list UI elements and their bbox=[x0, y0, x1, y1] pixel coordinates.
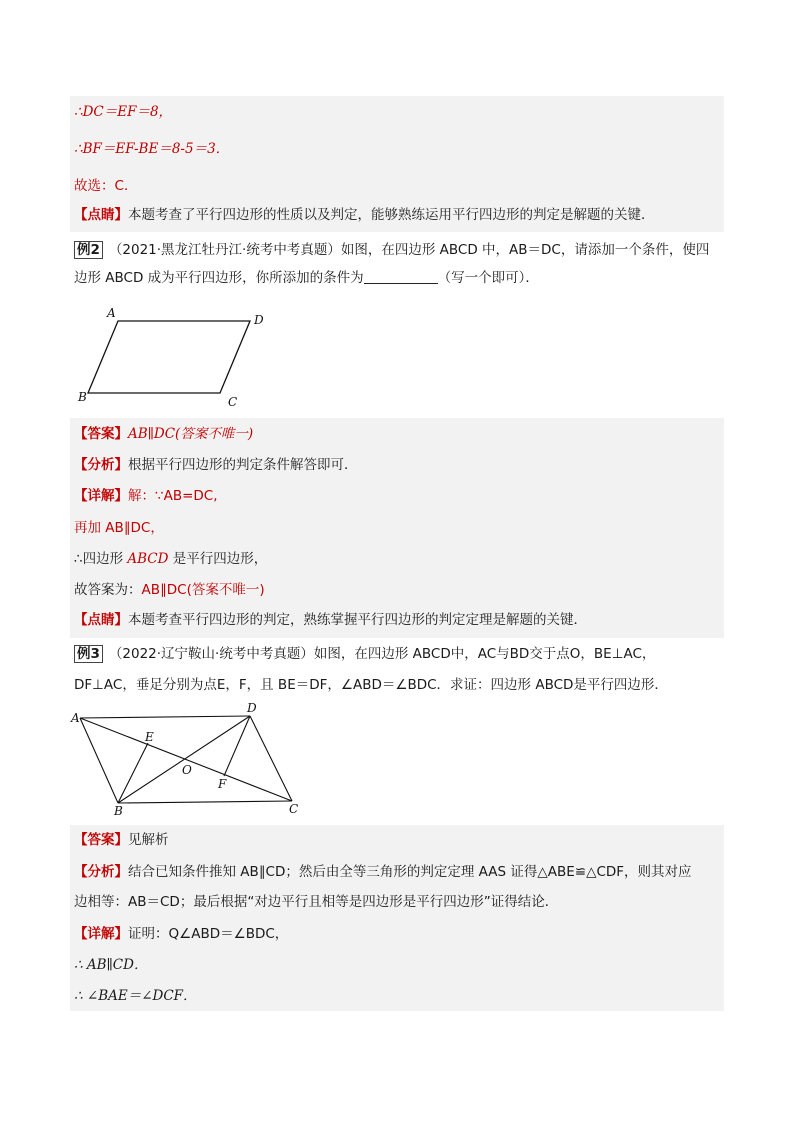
example3-answer bbox=[74, 830, 169, 850]
point-C: C bbox=[289, 802, 299, 816]
vertex-A: A bbox=[107, 306, 116, 320]
example2-question-text3: （写一个即可）． bbox=[437, 270, 539, 286]
detail-label-3: 【详解】 bbox=[74, 926, 128, 942]
example2-question-line2 bbox=[74, 268, 539, 288]
example2-analysis bbox=[74, 455, 358, 475]
review-text: 本题考查了平行四边形的性质以及判定，能够熟练运用平行四边形的判定是解题的关键． bbox=[128, 207, 655, 223]
example2-badge: 例2 bbox=[74, 241, 103, 259]
example3-analysis-line2: 边相等：AB＝CD；最后根据“对边平行且相等是四边形是平行四边形”证得结论． bbox=[74, 894, 559, 910]
example3-badge: 例3 bbox=[74, 645, 103, 663]
analysis-label: 【分析】 bbox=[74, 457, 128, 473]
point-E: E bbox=[145, 730, 154, 744]
example3-step1: ∴ AB∥CD． bbox=[74, 957, 148, 973]
point-B: B bbox=[114, 804, 123, 818]
choice-end: ． bbox=[123, 178, 138, 194]
review-line-top bbox=[74, 205, 655, 225]
choice-prefix: 故选： bbox=[74, 178, 115, 194]
step2-a: ∴四边形 bbox=[74, 551, 128, 567]
solution-block-example2 bbox=[70, 418, 724, 638]
vertex-C: C bbox=[228, 395, 238, 409]
detail-text: 解：∵AB=DC, bbox=[128, 488, 218, 504]
point-O: O bbox=[182, 763, 192, 777]
choice-answer: C bbox=[114, 178, 124, 194]
example3-question-text: （2022·辽宁鞍山·统考中考真题）如图，在四边形 ABCD中，AC与BD交于点O，BE⊥AC， bbox=[108, 646, 656, 662]
segment-BE bbox=[118, 743, 148, 803]
vertex-B: B bbox=[78, 390, 87, 404]
example2-step3 bbox=[74, 580, 265, 600]
solution-line-1: ∴DC＝EF＝8， bbox=[74, 104, 173, 120]
figure-lines bbox=[80, 716, 292, 803]
example3-question-line2: DF⊥AC，垂足分别为点E，F，且 BE＝DF，∠ABD＝∠BDC．求证：四边形 ABCD是平行四边形． bbox=[74, 677, 668, 693]
analysis-label-3: 【分析】 bbox=[74, 864, 128, 880]
diagonal-BD bbox=[118, 716, 250, 803]
answer-label-3: 【答案】 bbox=[74, 832, 128, 848]
example2-question-line1 bbox=[74, 240, 709, 260]
example3-question-line1 bbox=[74, 644, 655, 664]
example3-analysis-line1 bbox=[74, 862, 692, 882]
answer-label: 【答案】 bbox=[74, 426, 128, 442]
side-DC bbox=[250, 716, 292, 801]
example3-step2: ∴ ∠BAE＝∠DCF． bbox=[74, 988, 197, 1004]
example3-detail bbox=[74, 924, 288, 944]
quadrilateral-figure bbox=[70, 700, 310, 820]
answer-blank bbox=[364, 269, 438, 284]
detail-label: 【详解】 bbox=[74, 488, 128, 504]
analysis-text-3a: 结合已知条件推知 AB∥CD；然后由全等三角形的判定定理 AAS 证得△ABE≌△CDF，则其对应 bbox=[128, 864, 692, 880]
example2-detail bbox=[74, 486, 218, 506]
review-text-2: 本题考查平行四边形的判定，熟练掌握平行四边形的判定定理是解题的关键． bbox=[128, 612, 587, 628]
solution-line-3 bbox=[74, 176, 137, 196]
parallelogram-figure bbox=[70, 300, 290, 410]
review-label: 【点睛】 bbox=[74, 207, 128, 223]
side-AD bbox=[80, 716, 250, 718]
side-BC bbox=[118, 801, 292, 803]
point-A: A bbox=[71, 711, 80, 725]
analysis-text: 根据平行四边形的判定条件解答即可． bbox=[128, 457, 358, 473]
parallelogram-shape bbox=[88, 321, 250, 393]
vertex-D: D bbox=[254, 313, 264, 327]
example2-answer bbox=[74, 424, 253, 444]
point-D: D bbox=[247, 701, 257, 715]
answer-text-3: 见解析 bbox=[128, 832, 169, 848]
step2-b: ABCD bbox=[127, 551, 169, 567]
review-label-2: 【点睛】 bbox=[74, 612, 128, 628]
example2-review bbox=[74, 610, 587, 630]
point-F: F bbox=[218, 777, 227, 791]
example2-question-text: （2021·黑龙江牡丹江·统考中考真题）如图，在四边形 ABCD 中，AB＝DC，请添加一个条件，使四 bbox=[108, 242, 710, 258]
example2-step2 bbox=[74, 549, 267, 569]
answer-text: AB∥DC(答案不唯一) bbox=[128, 426, 254, 442]
solution-block-example3 bbox=[70, 825, 724, 1011]
step2-c: 是平行四边形， bbox=[168, 551, 268, 567]
step3-b: AB∥DC(答案不唯一) bbox=[141, 582, 265, 598]
step3-a: 故答案为： bbox=[74, 582, 142, 598]
solution-line-2: ∴BF＝EF-BE＝8-5＝3． bbox=[74, 141, 230, 157]
example2-step1: 再加 AB∥DC， bbox=[74, 520, 164, 536]
example2-question-text2: 边形 ABCD 成为平行四边形，你所添加的条件为 bbox=[74, 270, 364, 286]
detail-text-3: 证明：Q∠ABD＝∠BDC， bbox=[128, 926, 289, 942]
